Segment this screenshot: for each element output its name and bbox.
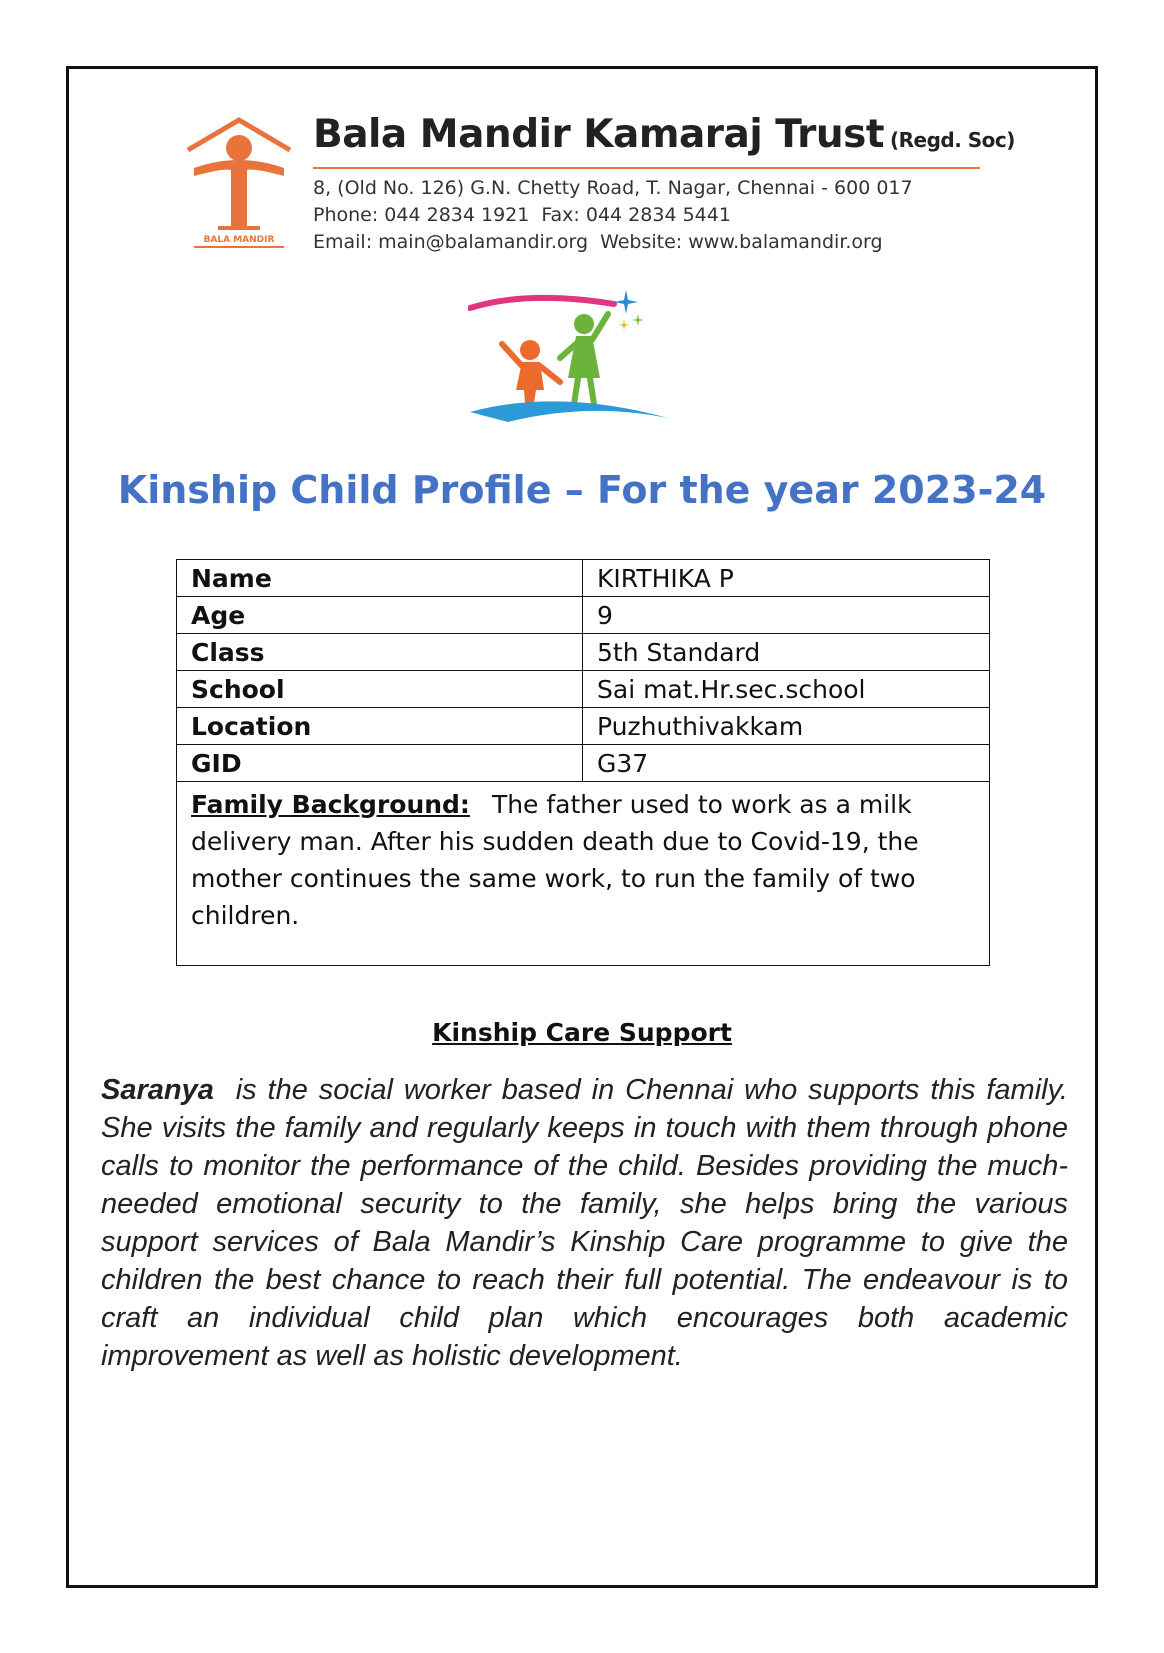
bala-mandir-logo [184,116,294,252]
family-background-label: Family Background: [191,790,470,819]
page-title: Kinship Child Profile – For the year 2023-24 [117,468,1047,512]
social-worker-name: Saranya [101,1074,214,1106]
support-paragraph [101,1071,1068,1375]
email-text: Email: main@balamandir.org [313,231,589,253]
field-value: Sai mat.Hr.sec.school [583,671,990,708]
family-background-cell [177,782,990,966]
profile-table [176,559,990,966]
field-label: Location [177,708,583,745]
table-row [177,671,990,708]
fax-text: Fax: 044 2834 5441 [541,204,731,226]
field-label: Name [177,560,583,597]
field-label: GID [177,745,583,782]
logo-text: BALA MANDIR [203,235,275,245]
address-line: 8, (Old No. 126) G.N. Chetty Road, T. Nagar, Chennai - 600 017 [313,177,913,199]
table-row [177,597,990,634]
org-regd: (Regd. Soc) [889,128,1015,152]
field-value: G37 [583,745,990,782]
phone-fax-line [313,204,731,226]
phone-text: Phone: 044 2834 1921 [313,204,530,226]
table-row [177,708,990,745]
field-value: Puzhuthivakkam [583,708,990,745]
email-website-line [313,231,883,253]
table-row [177,560,990,597]
header-divider [313,167,980,169]
org-name [313,112,1015,157]
table-row [177,745,990,782]
website-text: Website: www.balamandir.org [600,231,883,253]
org-name-text: Bala Mandir Kamaraj Trust [313,112,884,157]
family-background-row [177,782,990,966]
support-heading: Kinship Care Support [432,1018,732,1047]
field-value: 9 [583,597,990,634]
kinship-kids-illustration [468,286,692,452]
support-paragraph-text: is the social worker based in Chennai who supports this family. She visits the family and regularly keeps in touch with them through phone calls to monitor the performance of the child. Besides providing the much-needed emotional security to the family, she helps bring the various support services of Bala Mandir’s Kinship Care programme to give the children the best chance to reach their full potential. The endeavour is to craft an individual child plan which encourages both academic improvement as well as holistic development. [101,1074,1068,1372]
field-value: KIRTHIKA P [583,560,990,597]
family-background-text: The father used to work as a milk delivery man. After his sudden death due to Covid-19, the mother continues the same work, to run the family of two children. [191,790,919,930]
field-label: Class [177,634,583,671]
field-label: Age [177,597,583,634]
field-label: School [177,671,583,708]
field-value: 5th Standard [583,634,990,671]
table-row [177,634,990,671]
